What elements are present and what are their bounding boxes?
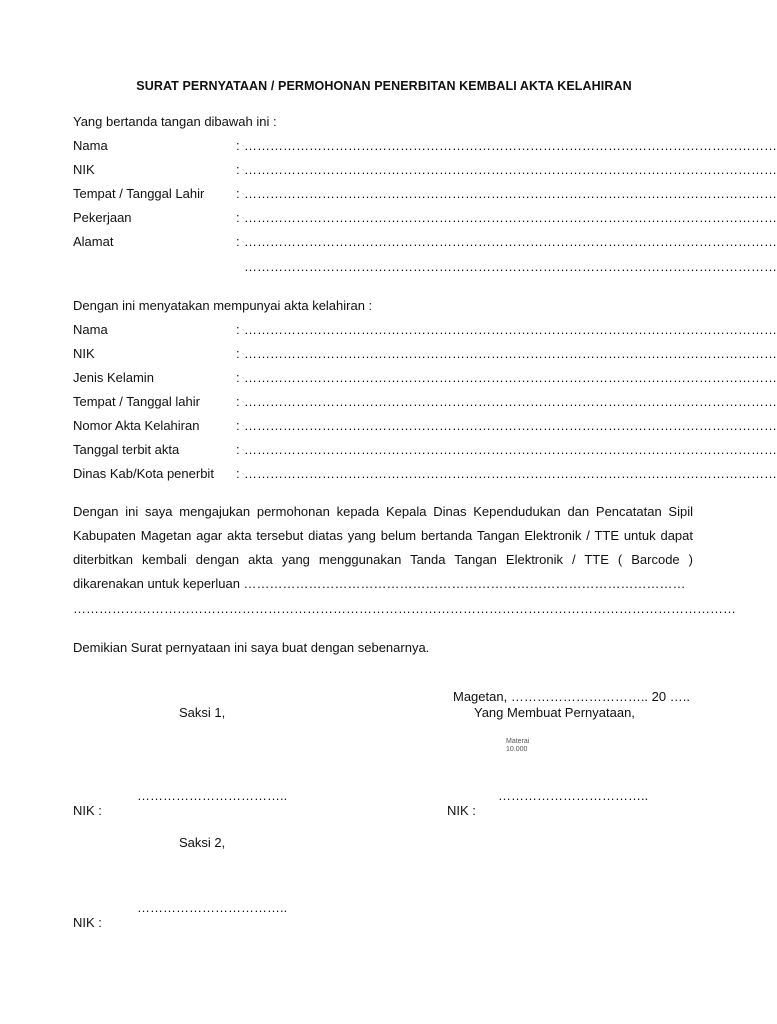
field-dots: …………………………………………………………………………………………………………… — [244, 418, 777, 433]
witness2-label: Saksi 2, — [179, 835, 226, 850]
field-label: Dinas Kab/Kota penerbit — [73, 466, 214, 481]
field-label: Nomor Akta Kelahiran — [73, 418, 200, 433]
maker-label: Yang Membuat Pernyataan, — [474, 705, 635, 720]
field-label: Tanggal terbit akta — [73, 442, 180, 457]
field-label: Alamat — [73, 234, 114, 249]
field-dots: …………………………………………………………………………………………………………… — [244, 442, 777, 457]
field-dots: …………………………………………………………………………………………………………… — [244, 210, 777, 225]
field-label: Nama — [73, 322, 108, 337]
field-colon: : — [236, 210, 240, 225]
place-date: Magetan, ………………………….. 20 ….. — [453, 689, 690, 704]
request-paragraph: Dengan ini saya mengajukan permohonan kepada Kepala Dinas Kependudukan dan Pencatatan Sipil Kabupaten Magetan agar akta tersebut diatas yang belum bertanda Tangan Elektronik / TTE untuk dapat diterbitkan kembali dengan akta yang menggunakan Tanda Tangan Elektronik / TTE ( Barcode ) dikarenakan untuk keperluan ………………………………………………………………………………………… — [73, 504, 693, 591]
witness1-label: Saksi 1, — [179, 705, 226, 720]
witness2-nik: NIK : — [73, 915, 102, 930]
field-dots: …………………………………………………………………………………………………………… — [244, 162, 777, 177]
field-colon: : — [236, 418, 240, 433]
section2-intro: Dengan ini menyatakan mempunyai akta kelahiran : — [73, 298, 373, 313]
address-continuation-dots: …………………………………………………………………………………………………………… — [244, 259, 777, 274]
field-label: NIK — [73, 346, 95, 361]
field-dots: …………………………………………………………………………………………………………… — [244, 322, 777, 337]
document-title: SURAT PERNYATAAN / PERMOHONAN PENERBITAN KEMBALI AKTA KELAHIRAN — [136, 79, 632, 93]
witness2-signature-line: …………………………….. — [137, 900, 288, 915]
field-colon: : — [236, 394, 240, 409]
field-colon: : — [236, 186, 240, 201]
field-dots: …………………………………………………………………………………………………………… — [244, 346, 777, 361]
maker-signature-line: …………………………….. — [498, 788, 649, 803]
witness1-signature-line: …………………………….. — [137, 788, 288, 803]
field-dots: …………………………………………………………………………………………………………… — [244, 138, 777, 153]
stamp-text: Materai — [506, 738, 530, 745]
field-label: Nama — [73, 138, 108, 153]
field-colon: : — [236, 442, 240, 457]
closing-statement: Demikian Surat pernyataan ini saya buat dengan sebenarnya. — [73, 640, 430, 655]
field-dots: …………………………………………………………………………………………………………… — [244, 370, 777, 385]
field-label: Jenis Kelamin — [73, 370, 154, 385]
section1-intro: Yang bertanda tangan dibawah ini : — [73, 114, 277, 129]
field-dots: …………………………………………………………………………………………………………… — [244, 466, 777, 481]
field-colon: : — [236, 162, 240, 177]
field-dots: …………………………………………………………………………………………………………… — [244, 186, 777, 201]
field-label: Tempat / Tanggal Lahir — [73, 186, 205, 201]
field-colon: : — [236, 234, 240, 249]
field-label: Tempat / Tanggal lahir — [73, 394, 200, 409]
field-colon: : — [236, 370, 240, 385]
field-dots: …………………………………………………………………………………………………………… — [244, 234, 777, 249]
field-label: Pekerjaan — [73, 210, 132, 225]
field-colon: : — [236, 466, 240, 481]
request-continuation-dots: ……………………………………………………………………………………………………………………………………… — [73, 601, 736, 616]
field-label: NIK — [73, 162, 95, 177]
stamp-value: 10.000 — [506, 746, 528, 753]
field-colon: : — [236, 346, 240, 361]
witness1-nik: NIK : — [73, 803, 102, 818]
field-dots: …………………………………………………………………………………………………………… — [244, 394, 777, 409]
field-colon: : — [236, 138, 240, 153]
field-colon: : — [236, 322, 240, 337]
maker-nik: NIK : — [447, 803, 476, 818]
